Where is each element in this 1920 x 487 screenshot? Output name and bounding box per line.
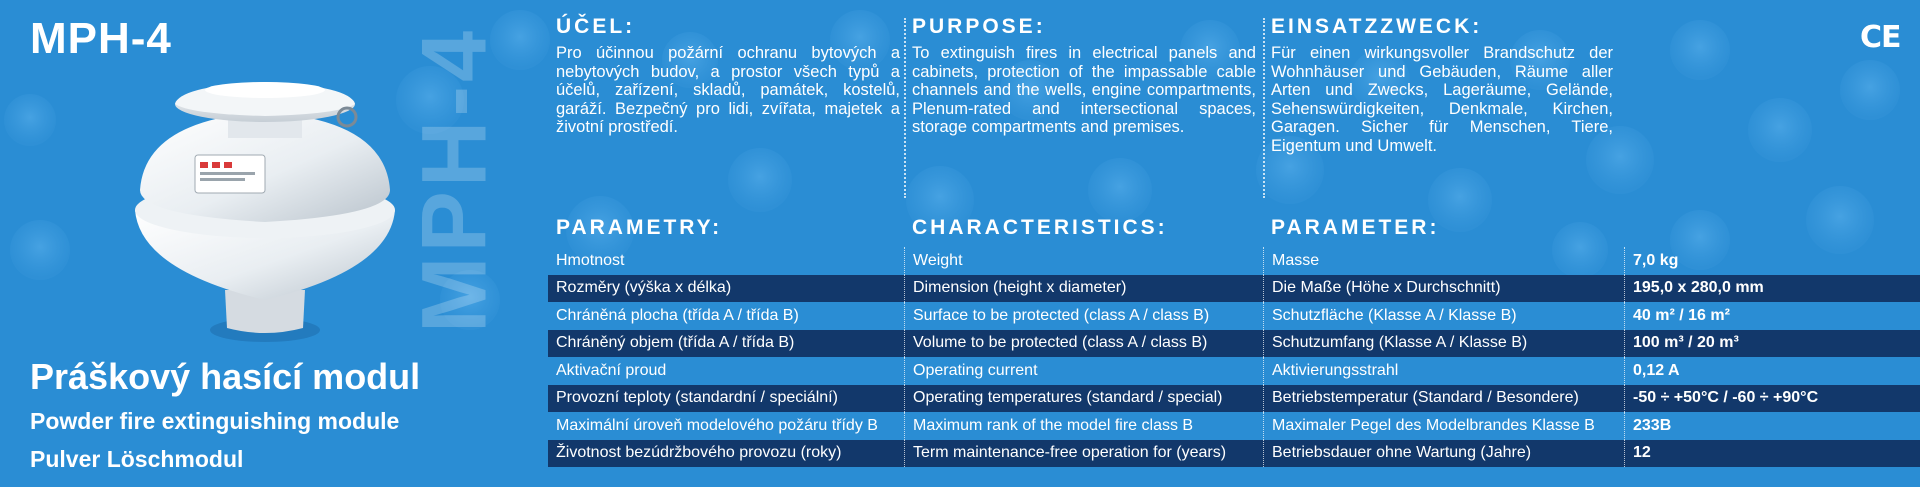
param-label-de: Masse xyxy=(1264,247,1625,275)
param-value: 233B xyxy=(1625,412,1920,440)
param-label-cs: Provozní teploty (standardní / speciální) xyxy=(548,385,905,413)
param-label-en: Operating current xyxy=(905,357,1264,385)
table-row xyxy=(548,330,1920,358)
product-name-de: Pulver Löschmodul xyxy=(30,446,244,472)
param-label-cs: Životnost bezúdržbového provozu (roky) xyxy=(548,440,905,468)
parameters-heading-cs: PARAMETRY: xyxy=(556,216,723,239)
param-value: 195,0 x 280,0 mm xyxy=(1625,275,1920,303)
purpose-heading-cs: ÚČEL: xyxy=(556,15,636,38)
table-row xyxy=(548,247,1920,275)
param-value: 0,12 A xyxy=(1625,357,1920,385)
column-divider xyxy=(1263,18,1265,198)
parameters-table xyxy=(548,247,1920,467)
table-row xyxy=(548,302,1920,330)
purpose-text-en: To extinguish fires in electrical panels and cabinets, protection of the impassable cable channels and the wells, engine compartments, Plenum-rated and intersectional spaces, storage compartments and premises. xyxy=(912,44,1256,137)
purpose-cs xyxy=(556,14,900,137)
param-label-en: Maximum rank of the model fire class B xyxy=(905,412,1264,440)
param-value: 100 m³ / 20 m³ xyxy=(1625,330,1920,358)
param-label-en: Operating temperatures (standard / special) xyxy=(905,385,1264,413)
param-label-en: Volume to be protected (class A / class B) xyxy=(905,330,1264,358)
purpose-text-cs: Pro účinnou požární ochranu bytových a nebytových budov, a prostor všech typů a účelů, zařízení, skladů, památek, kostelů, garáží. Bezpečný pro lidi, zvířata, majetek a životní prostředí. xyxy=(556,44,900,137)
table-row xyxy=(548,385,1920,413)
table-row xyxy=(548,412,1920,440)
param-value: -50 ÷ +50°C / -60 ÷ +90°C xyxy=(1625,385,1920,413)
purpose-text-de: Für einen wirkungsvoller Brandschutz der Wohnhäuser und Gebäuden, Räume aller Arten und Zwecks, Lageräume, Gelände, Sehenswürdigkeiten, Denkmale, Kirchen, Garagen. Sicher für Menschen, Tiere, Eigentum und Umwelt. xyxy=(1271,44,1613,155)
param-label-cs: Chráněný objem (třída A / třída B) xyxy=(548,330,905,358)
param-label-cs: Hmotnost xyxy=(556,251,625,269)
purpose-heading-de: EINSATZZWECK: xyxy=(1271,15,1483,38)
param-value: 12 xyxy=(1625,440,1920,468)
model-title: MPH-4 xyxy=(30,14,172,63)
param-label-cs: Rozměry (výška x délka) xyxy=(548,275,905,303)
param-label-en: Term maintenance-free operation for (years) xyxy=(905,440,1264,468)
table-row xyxy=(548,440,1920,468)
purpose-en xyxy=(912,14,1256,137)
param-label-cs: Maximální úroveň modelového požáru třídy B xyxy=(556,416,878,434)
parameters-heading-de: PARAMETER: xyxy=(1271,216,1440,239)
param-label-cs: Chráněná plocha (třída A / třída B) xyxy=(556,306,799,324)
param-label-de: Betriebsdauer ohne Wartung (Jahre) xyxy=(1264,440,1625,468)
param-label-de: Maximaler Pegel des Modelbrandes Klasse B xyxy=(1264,412,1625,440)
table-row xyxy=(548,275,1920,303)
purpose-heading-en: PURPOSE: xyxy=(912,15,1046,38)
param-value: 40 m² / 16 m² xyxy=(1625,302,1920,330)
param-label-en: Surface to be protected (class A / class B) xyxy=(905,302,1264,330)
ce-mark: CE xyxy=(1860,20,1901,55)
param-label-de: Schutzumfang (Klasse A / Klasse B) xyxy=(1264,330,1625,358)
param-label-cs: Aktivační proud xyxy=(556,361,667,379)
param-label-en: Dimension (height x diameter) xyxy=(905,275,1264,303)
param-value: 7,0 kg xyxy=(1625,247,1920,275)
param-label-de: Die Maße (Höhe x Durchschnitt) xyxy=(1264,275,1625,303)
column-divider xyxy=(904,18,906,198)
parameters-heading-en: CHARACTERISTICS: xyxy=(912,216,1168,239)
param-label-de: Betriebstemperatur (Standard / Besondere) xyxy=(1264,385,1625,413)
param-label-de: Schutzfläche (Klasse A / Klasse B) xyxy=(1264,302,1625,330)
product-name-en: Powder fire extinguishing module xyxy=(30,408,400,434)
table-row xyxy=(548,357,1920,385)
product-names xyxy=(30,356,420,474)
param-label-en: Weight xyxy=(905,247,1264,275)
product-name-cs: Práškový hasící modul xyxy=(30,356,421,397)
purpose-de xyxy=(1271,14,1613,156)
param-label-de: Aktivierungsstrahl xyxy=(1264,357,1625,385)
